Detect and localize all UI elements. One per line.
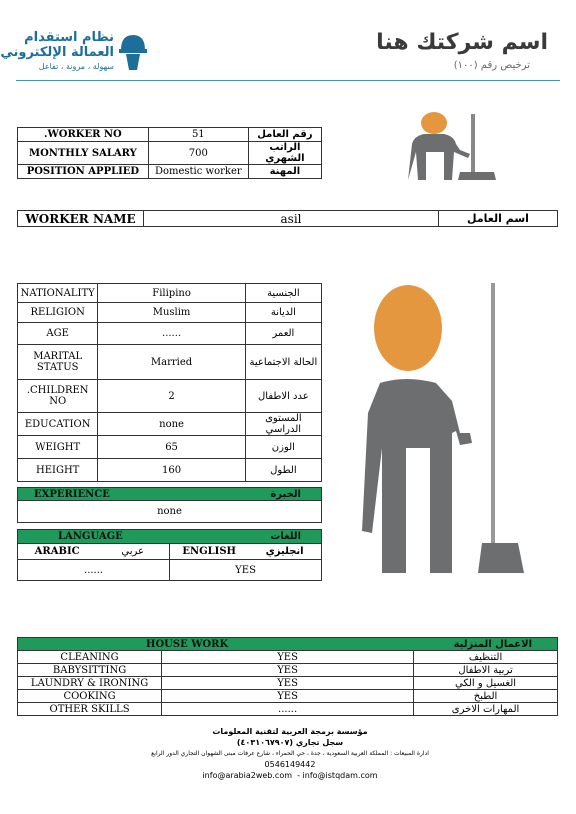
worker-name-table bbox=[17, 210, 558, 227]
worker-figure-small-icon bbox=[400, 110, 500, 186]
experience-header: EXPERIENCE bbox=[18, 488, 213, 501]
arabic-label-ar: عربي bbox=[96, 544, 169, 560]
english-label: ENGLISH bbox=[170, 544, 249, 560]
footer-address: ادارة المبيعات : المملكة العربية السعودية ، جدة ، حي الحمراء ، شارع عرفات مبنى الشهوان التجاري الدور الرابع bbox=[151, 750, 429, 757]
details-label-ar: الوزن bbox=[245, 436, 321, 459]
details-value: Muslim bbox=[98, 303, 245, 323]
logo-line3: سهولة ، مرونة ، تفاعل bbox=[38, 62, 114, 71]
house-work-label-ar: الطبخ bbox=[414, 690, 558, 703]
english-value: YES bbox=[170, 560, 322, 581]
house-work-table bbox=[17, 637, 558, 716]
details-label: RELIGION bbox=[18, 303, 98, 323]
house-work-label: CLEANING bbox=[18, 651, 162, 664]
details-label-ar: المستوى الدراسي bbox=[245, 413, 321, 436]
house-work-header-ar: الاعمال المنزلية bbox=[414, 638, 558, 651]
details-label: .CHILDREN NO bbox=[18, 380, 98, 413]
footer-emails: info@arabia2web.com - info@istqdam.com bbox=[202, 771, 378, 780]
details-label: HEIGHT bbox=[18, 459, 98, 482]
language-header: LANGUAGE bbox=[18, 530, 170, 544]
details-label-ar: الطول bbox=[245, 459, 321, 482]
helmet-icon bbox=[118, 32, 148, 72]
footer-phone: 0546149442 bbox=[264, 760, 316, 769]
salary-label: MONTHLY SALARY bbox=[18, 142, 149, 165]
experience-value: none bbox=[18, 501, 322, 523]
position-label-ar: المهنة bbox=[248, 165, 321, 179]
house-work-label-ar: الغسيل و الكي bbox=[414, 677, 558, 690]
house-work-label-ar: التنظيف bbox=[414, 651, 558, 664]
arabic-value: ...... bbox=[18, 560, 170, 581]
details-label-ar: الديانة bbox=[245, 303, 321, 323]
footer-registration: سجل تجاري (٤٠٣١٠٦٧٩٠٧) bbox=[236, 738, 344, 747]
worker-name-value: asil bbox=[144, 211, 439, 227]
language-header-ar: اللغات bbox=[170, 530, 322, 544]
worker-no-value: 51 bbox=[148, 128, 248, 142]
details-value: 2 bbox=[98, 380, 245, 413]
house-work-label: BABYSITTING bbox=[18, 664, 162, 677]
house-work-header: HOUSE WORK bbox=[18, 638, 414, 651]
details-label-ar: الجنسية bbox=[245, 284, 321, 303]
position-value: Domestic worker bbox=[148, 165, 248, 179]
house-work-label-ar: المهارات الاخرى bbox=[414, 703, 558, 716]
house-work-label: LAUNDRY & IRONING bbox=[18, 677, 162, 690]
details-table bbox=[17, 283, 322, 482]
company-name: اسم شركتك هنا bbox=[376, 30, 548, 55]
worker-name-label-ar: اسم العامل bbox=[439, 211, 558, 227]
house-work-value: YES bbox=[162, 664, 414, 677]
salary-label-ar: الراتب الشهري bbox=[248, 142, 321, 165]
details-label-ar: العمر bbox=[245, 323, 321, 345]
details-value: 160 bbox=[98, 459, 245, 482]
logo-line2: العمالة الإلكتروني bbox=[0, 45, 114, 60]
details-value: Filipino bbox=[98, 284, 245, 303]
logo bbox=[0, 30, 144, 78]
position-label: POSITION APPLIED bbox=[18, 165, 149, 179]
house-work-label: COOKING bbox=[18, 690, 162, 703]
details-label: MARITAL STATUS bbox=[18, 345, 98, 380]
experience-header-ar: الخبرة bbox=[212, 488, 321, 501]
details-value: 65 bbox=[98, 436, 245, 459]
english-label-ar: انجليزي bbox=[248, 544, 321, 560]
details-label: NATIONALITY bbox=[18, 284, 98, 303]
details-label: WEIGHT bbox=[18, 436, 98, 459]
worker-name-label: WORKER NAME bbox=[18, 211, 144, 227]
header-divider bbox=[16, 80, 560, 81]
details-value: ...... bbox=[98, 323, 245, 345]
house-work-label-ar: تربية الاطفال bbox=[414, 664, 558, 677]
house-work-value: YES bbox=[162, 677, 414, 690]
worker-figure-large-icon bbox=[360, 283, 526, 578]
worker-no-label-ar: رقم العامل bbox=[248, 128, 321, 142]
house-work-value: YES bbox=[162, 690, 414, 703]
house-work-value: YES bbox=[162, 651, 414, 664]
logo-line1: نظام استقدام bbox=[24, 30, 114, 45]
license-number: ترخيص رقم (١٠٠) bbox=[453, 60, 530, 71]
details-label-ar: عدد الاطفال bbox=[245, 380, 321, 413]
arabic-label: ARABIC bbox=[18, 544, 97, 560]
house-work-value: ...... bbox=[162, 703, 414, 716]
worker-no-label: .WORKER NO bbox=[18, 128, 149, 142]
details-label-ar: الحالة الاجتماعية bbox=[245, 345, 321, 380]
details-value: Married bbox=[98, 345, 245, 380]
details-label: EDUCATION bbox=[18, 413, 98, 436]
salary-value: 700 bbox=[148, 142, 248, 165]
house-work-label: OTHER SKILLS bbox=[18, 703, 162, 716]
footer-company: مؤسسة برمجة العربية لتقنية المعلومات bbox=[212, 727, 368, 736]
details-label: AGE bbox=[18, 323, 98, 345]
language-table bbox=[17, 529, 322, 581]
experience-table bbox=[17, 487, 322, 523]
details-value: none bbox=[98, 413, 245, 436]
worker-info-table bbox=[17, 127, 322, 179]
footer bbox=[150, 726, 430, 781]
